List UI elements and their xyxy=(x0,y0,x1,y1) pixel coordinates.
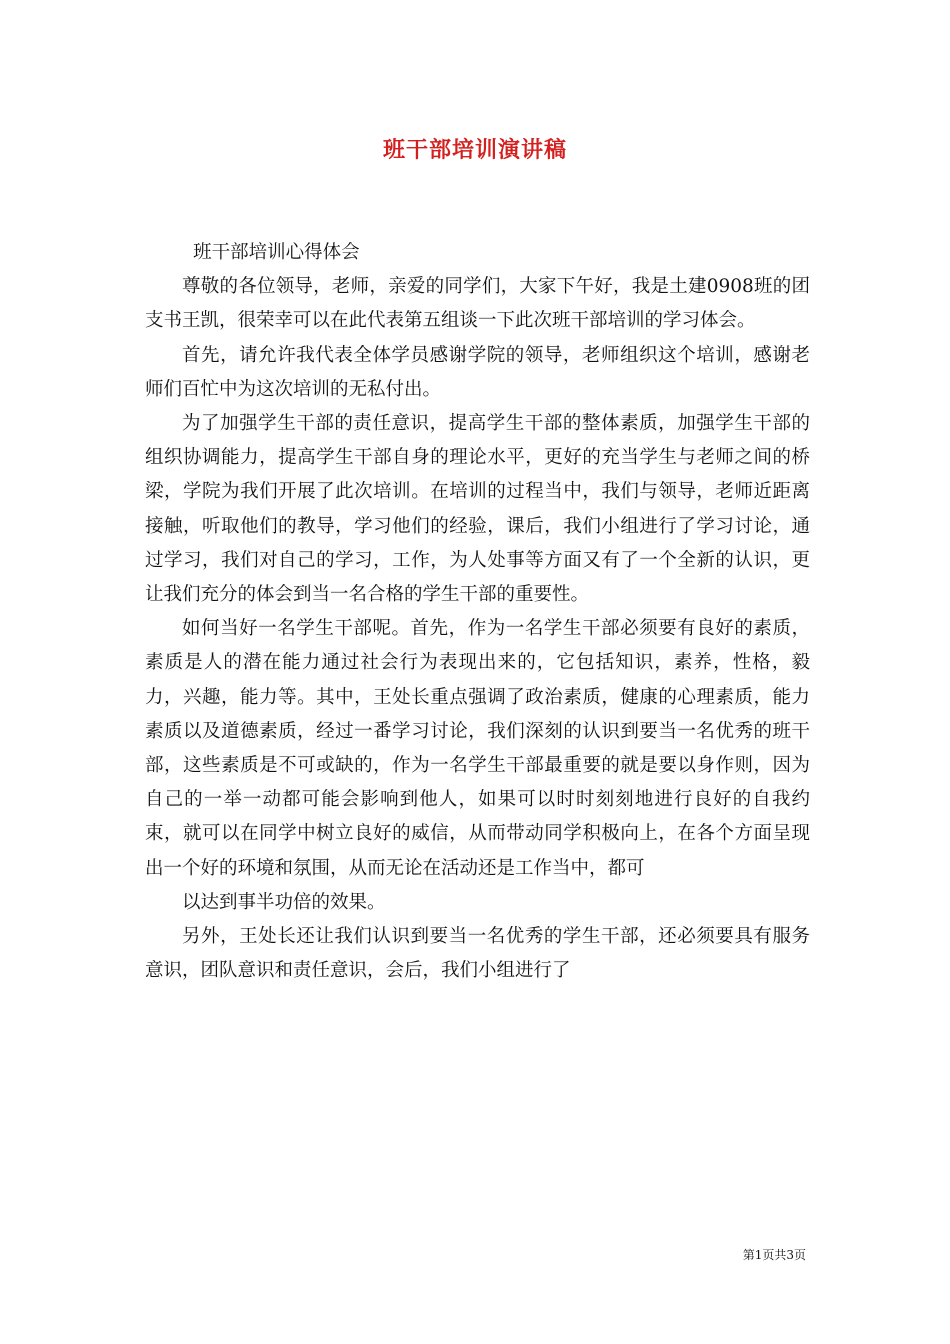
paragraph: 尊敬的各位领导，老师，亲爱的同学们，大家下午好，我是土建0908班的团支书王凯，很荣幸可以在此代表第五组谈一下此次班干部培训的学习体会。 xyxy=(145,276,810,332)
page-number: 第1页共3页 xyxy=(742,1248,806,1262)
paragraph: 如何当好一名学生干部呢。首先，作为一名学生干部必须要有良好的素质，素质是人的潜在能力通过社会行为表现出来的，它包括知识，素养，性格，毅力，兴趣，能力等。其中，王处长重点强调了政治素质，健康的心理素质，能力素质以及道德素质，经过一番学习讨论，我们深刻的认识到要当一名优秀的班干部，这些素质是不可或缺的，作为一名学生干部最重要的就是要以身作则，因为自己的一举一动都可能会影响到他人，如果可以时时刻刻地进行良好的自我约束，就可以在同学中树立良好的威信，从而带动同学积极向上，在各个方面呈现出一个好的环境和氛围，从而无论在活动还是工作当中，都可 xyxy=(145,618,810,879)
document-title: 班干部培训演讲稿 xyxy=(382,137,567,163)
document-body xyxy=(145,236,810,988)
paragraph: 以达到事半功倍的效果。 xyxy=(182,891,386,913)
paragraph: 另外，王处长还让我们认识到要当一名优秀的学生干部，还必须要具有服务意识，团队意识和责任意识，会后，我们小组进行了 xyxy=(145,926,810,982)
paragraph: 为了加强学生干部的责任意识，提高学生干部的整体素质，加强学生干部的组织协调能力，提高学生干部自身的理论水平，更好的充当学生与老师之间的桥梁，学院为我们开展了此次培训。在培训的过程当中，我们与领导，老师近距离接触，听取他们的教导，学习他们的经验，课后，我们小组进行了学习讨论，通过学习，我们对自己的学习，工作，为人处事等方面又有了一个全新的认识，更让我们充分的体会到当一名合格的学生干部的重要性。 xyxy=(145,413,810,606)
paragraph: 首先，请允许我代表全体学员感谢学院的领导，老师组织这个培训，感谢老师们百忙中为这次培训的无私付出。 xyxy=(145,344,810,400)
document-subtitle: 班干部培训心得体会 xyxy=(193,242,360,263)
